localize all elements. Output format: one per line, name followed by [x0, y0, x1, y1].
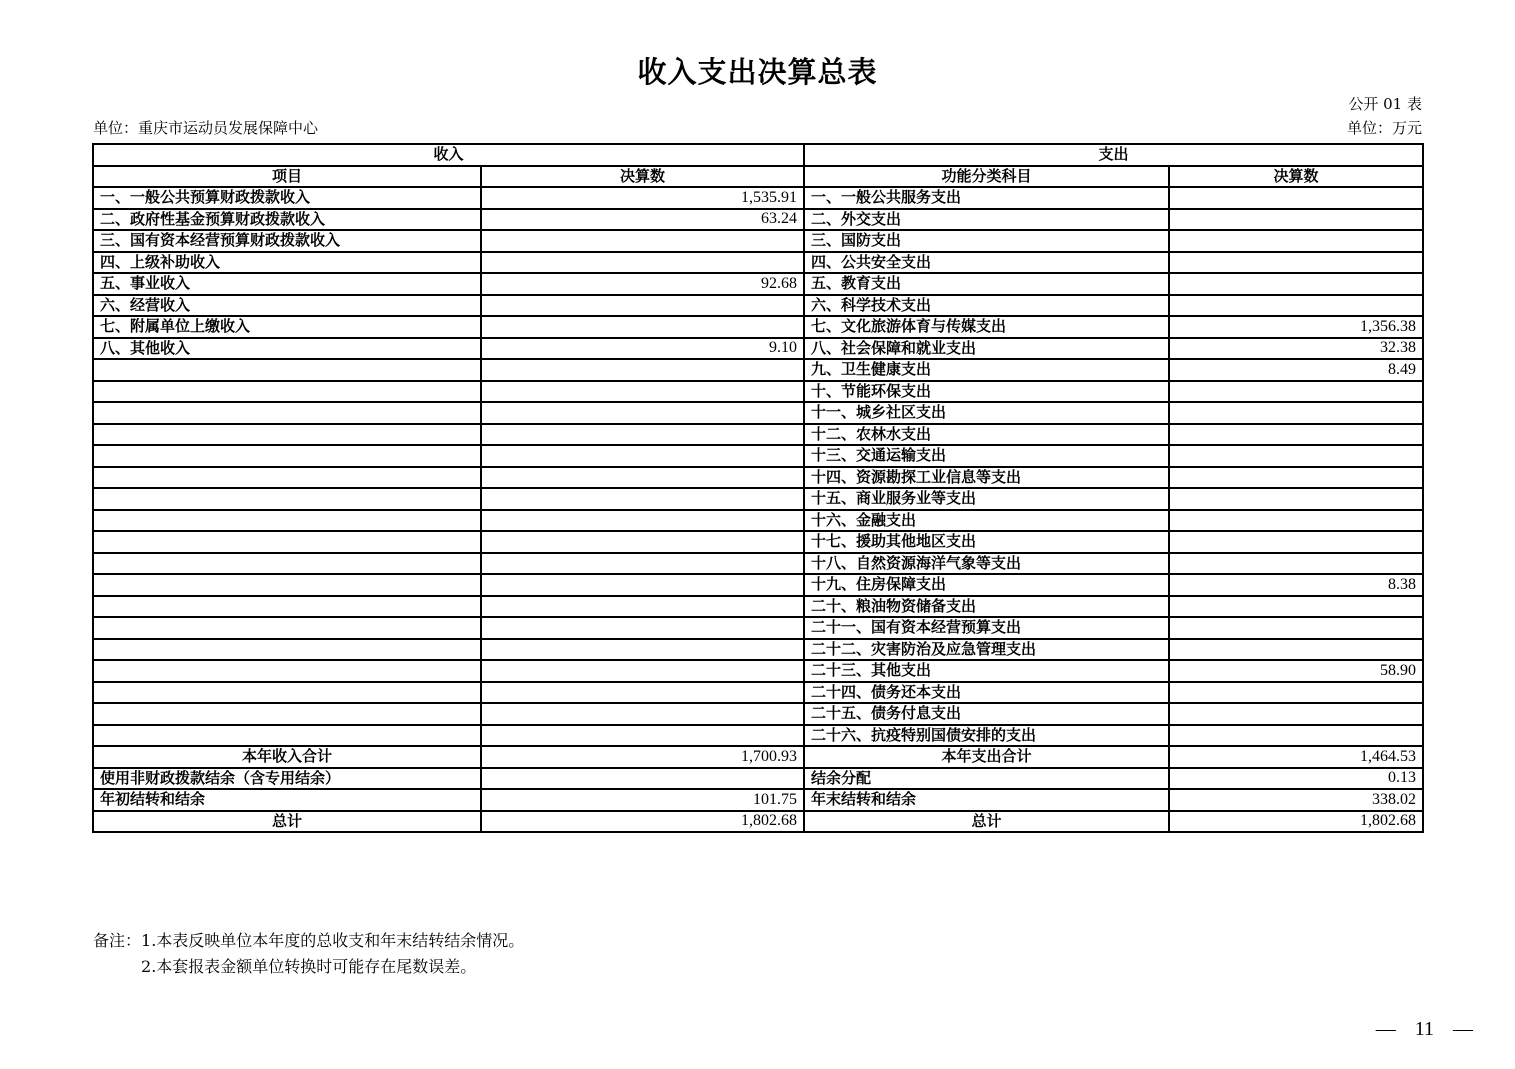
note-line: 2.本套报表金额单位转换时可能存在尾数误差。 [141, 957, 477, 976]
expense-item-label: 九、卫生健康支出 [804, 359, 1169, 381]
table-row [93, 359, 1423, 381]
meta-row [93, 117, 1422, 138]
expense-item-value: 1,464.53 [1169, 746, 1423, 768]
income-item-label [93, 553, 481, 575]
table-row [93, 209, 1423, 231]
table-row [93, 574, 1423, 596]
expense-item-value [1169, 209, 1423, 231]
table-row [93, 467, 1423, 489]
income-item-value [481, 295, 804, 317]
expense-item-label: 二十五、债务付息支出 [804, 703, 1169, 725]
income-item-label: 三、国有资本经营预算财政拨款收入 [93, 230, 481, 252]
income-item-label [93, 445, 481, 467]
col-header-expense-function: 功能分类科目 [804, 166, 1169, 188]
income-item-label [93, 531, 481, 553]
income-item-value [481, 553, 804, 575]
income-item-value [481, 359, 804, 381]
table-row [93, 488, 1423, 510]
income-item-label [93, 574, 481, 596]
column-header-row [93, 166, 1423, 188]
expense-item-value [1169, 531, 1423, 553]
expense-item-label: 二十三、其他支出 [804, 660, 1169, 682]
income-item-label [93, 617, 481, 639]
expense-item-value [1169, 682, 1423, 704]
expense-item-value [1169, 596, 1423, 618]
expense-item-label: 三、国防支出 [804, 230, 1169, 252]
income-item-label: 七、附属单位上缴收入 [93, 316, 481, 338]
notes-label: 备注： [93, 931, 142, 950]
income-item-label: 总计 [93, 811, 481, 833]
expense-item-value [1169, 424, 1423, 446]
expense-item-label: 十六、金融支出 [804, 510, 1169, 532]
expense-item-label: 二十一、国有资本经营预算支出 [804, 617, 1169, 639]
income-item-value: 1,700.93 [481, 746, 804, 768]
notes-lines [141, 928, 524, 980]
expense-item-label: 七、文化旅游体育与传媒支出 [804, 316, 1169, 338]
income-item-label [93, 359, 481, 381]
expense-item-label: 年末结转和结余 [804, 789, 1169, 811]
table-row [93, 703, 1423, 725]
col-header-income-amount: 决算数 [481, 166, 804, 188]
expense-item-label: 一、一般公共服务支出 [804, 187, 1169, 209]
income-item-value [481, 445, 804, 467]
table-row [93, 789, 1423, 811]
income-item-value [481, 660, 804, 682]
table-row [93, 553, 1423, 575]
income-item-value: 1,802.68 [481, 811, 804, 833]
expense-item-value [1169, 617, 1423, 639]
income-item-value [481, 574, 804, 596]
expense-item-value [1169, 553, 1423, 575]
expense-item-label: 二、外交支出 [804, 209, 1169, 231]
income-item-label [93, 424, 481, 446]
expense-item-value [1169, 445, 1423, 467]
income-item-label [93, 682, 481, 704]
expense-item-label: 总计 [804, 811, 1169, 833]
expense-item-label: 十四、资源勘探工业信息等支出 [804, 467, 1169, 489]
expense-item-label: 本年支出合计 [804, 746, 1169, 768]
income-item-label [93, 596, 481, 618]
income-item-value [481, 381, 804, 403]
table-row [93, 682, 1423, 704]
expense-item-value [1169, 187, 1423, 209]
expense-item-label: 八、社会保障和就业支出 [804, 338, 1169, 360]
table-row [93, 811, 1423, 833]
income-item-label: 六、经营收入 [93, 295, 481, 317]
note-line: 1.本表反映单位本年度的总收支和年末结转结余情况。 [141, 931, 525, 950]
income-item-value [481, 402, 804, 424]
expense-item-label: 四、公共安全支出 [804, 252, 1169, 274]
expense-item-label: 十、节能环保支出 [804, 381, 1169, 403]
income-item-value: 1,535.91 [481, 187, 804, 209]
table-row [93, 381, 1423, 403]
income-item-label: 年初结转和结余 [93, 789, 481, 811]
expense-item-value [1169, 230, 1423, 252]
table-row [93, 273, 1423, 295]
income-item-value [481, 531, 804, 553]
income-item-label [93, 725, 481, 747]
expense-item-value: 0.13 [1169, 768, 1423, 790]
table-row [93, 660, 1423, 682]
table-row [93, 445, 1423, 467]
section-header-row [93, 144, 1423, 166]
table-code-label: 公开 01 表 [1348, 95, 1422, 113]
expense-item-value [1169, 295, 1423, 317]
income-section-header: 收入 [93, 144, 804, 166]
expense-item-value [1169, 273, 1423, 295]
table-row [93, 295, 1423, 317]
income-item-label [93, 639, 481, 661]
expense-item-label: 十五、商业服务业等支出 [804, 488, 1169, 510]
expense-item-label: 二十、粮油物资储备支出 [804, 596, 1169, 618]
expense-item-label: 结余分配 [804, 768, 1169, 790]
income-item-label [93, 467, 481, 489]
col-header-expense-amount: 决算数 [1169, 166, 1423, 188]
income-item-label: 八、其他收入 [93, 338, 481, 360]
income-item-label [93, 510, 481, 532]
expense-item-value: 1,356.38 [1169, 316, 1423, 338]
expense-item-value: 8.49 [1169, 359, 1423, 381]
income-item-label [93, 660, 481, 682]
income-item-value [481, 230, 804, 252]
income-item-value [481, 316, 804, 338]
expense-item-label: 十二、农林水支出 [804, 424, 1169, 446]
table-row [93, 531, 1423, 553]
income-item-label: 四、上级补助收入 [93, 252, 481, 274]
table-row [93, 510, 1423, 532]
table-row [93, 639, 1423, 661]
table-row [93, 230, 1423, 252]
expense-section-header: 支出 [804, 144, 1423, 166]
income-item-value: 92.68 [481, 273, 804, 295]
col-header-income-item: 项目 [93, 166, 481, 188]
expense-item-label: 十三、交通运输支出 [804, 445, 1169, 467]
page-number: — 11 — [1375, 1018, 1473, 1040]
expense-item-label: 十一、城乡社区支出 [804, 402, 1169, 424]
income-item-label: 二、政府性基金预算财政拨款收入 [93, 209, 481, 231]
table-row [93, 746, 1423, 768]
income-item-label [93, 703, 481, 725]
income-item-label [93, 381, 481, 403]
table-row [93, 338, 1423, 360]
income-item-label [93, 488, 481, 510]
income-item-value [481, 703, 804, 725]
income-item-value [481, 768, 804, 790]
income-item-value [481, 252, 804, 274]
income-item-value: 101.75 [481, 789, 804, 811]
expense-item-value [1169, 488, 1423, 510]
income-item-value: 63.24 [481, 209, 804, 231]
income-item-label [93, 402, 481, 424]
expense-item-value: 338.02 [1169, 789, 1423, 811]
income-item-value [481, 596, 804, 618]
expense-item-label: 十八、自然资源海洋气象等支出 [804, 553, 1169, 575]
table-row [93, 252, 1423, 274]
currency-unit-label: 单位：万元 [1346, 119, 1422, 137]
income-item-label: 一、一般公共预算财政拨款收入 [93, 187, 481, 209]
expense-item-value [1169, 381, 1423, 403]
table-body [93, 187, 1423, 832]
expense-item-label: 十七、援助其他地区支出 [804, 531, 1169, 553]
expense-item-label: 二十四、债务还本支出 [804, 682, 1169, 704]
expense-item-value [1169, 725, 1423, 747]
table-row [93, 402, 1423, 424]
expense-item-value: 1,802.68 [1169, 811, 1423, 833]
expense-item-value: 58.90 [1169, 660, 1423, 682]
expense-item-label: 六、科学技术支出 [804, 295, 1169, 317]
table-row [93, 768, 1423, 790]
table-row [93, 617, 1423, 639]
expense-item-label: 十九、住房保障支出 [804, 574, 1169, 596]
table-row [93, 187, 1423, 209]
income-item-value [481, 725, 804, 747]
footnotes [93, 928, 524, 980]
income-item-value [481, 467, 804, 489]
table-row [93, 316, 1423, 338]
page-title: 收入支出决算总表 [637, 55, 878, 89]
expense-item-label: 二十二、灾害防治及应急管理支出 [804, 639, 1169, 661]
expense-item-value: 8.38 [1169, 574, 1423, 596]
expense-item-value [1169, 467, 1423, 489]
income-item-value [481, 510, 804, 532]
expense-item-value: 32.38 [1169, 338, 1423, 360]
income-item-value [481, 488, 804, 510]
income-item-value [481, 617, 804, 639]
expense-item-label: 五、教育支出 [804, 273, 1169, 295]
income-item-value [481, 682, 804, 704]
budget-table [92, 143, 1424, 833]
expense-item-value [1169, 703, 1423, 725]
expense-item-value [1169, 252, 1423, 274]
income-item-value [481, 639, 804, 661]
expense-item-value [1169, 510, 1423, 532]
income-item-value [481, 424, 804, 446]
income-item-label: 五、事业收入 [93, 273, 481, 295]
table-row [93, 725, 1423, 747]
income-item-value: 9.10 [481, 338, 804, 360]
table-row [93, 424, 1423, 446]
expense-item-label: 二十六、抗疫特别国债安排的支出 [804, 725, 1169, 747]
unit-name-label: 单位：重庆市运动员发展保障中心 [93, 119, 319, 137]
income-item-label: 本年收入合计 [93, 746, 481, 768]
expense-item-value [1169, 402, 1423, 424]
table-row [93, 596, 1423, 618]
income-item-label: 使用非财政拨款结余（含专用结余） [93, 768, 481, 790]
expense-item-value [1169, 639, 1423, 661]
